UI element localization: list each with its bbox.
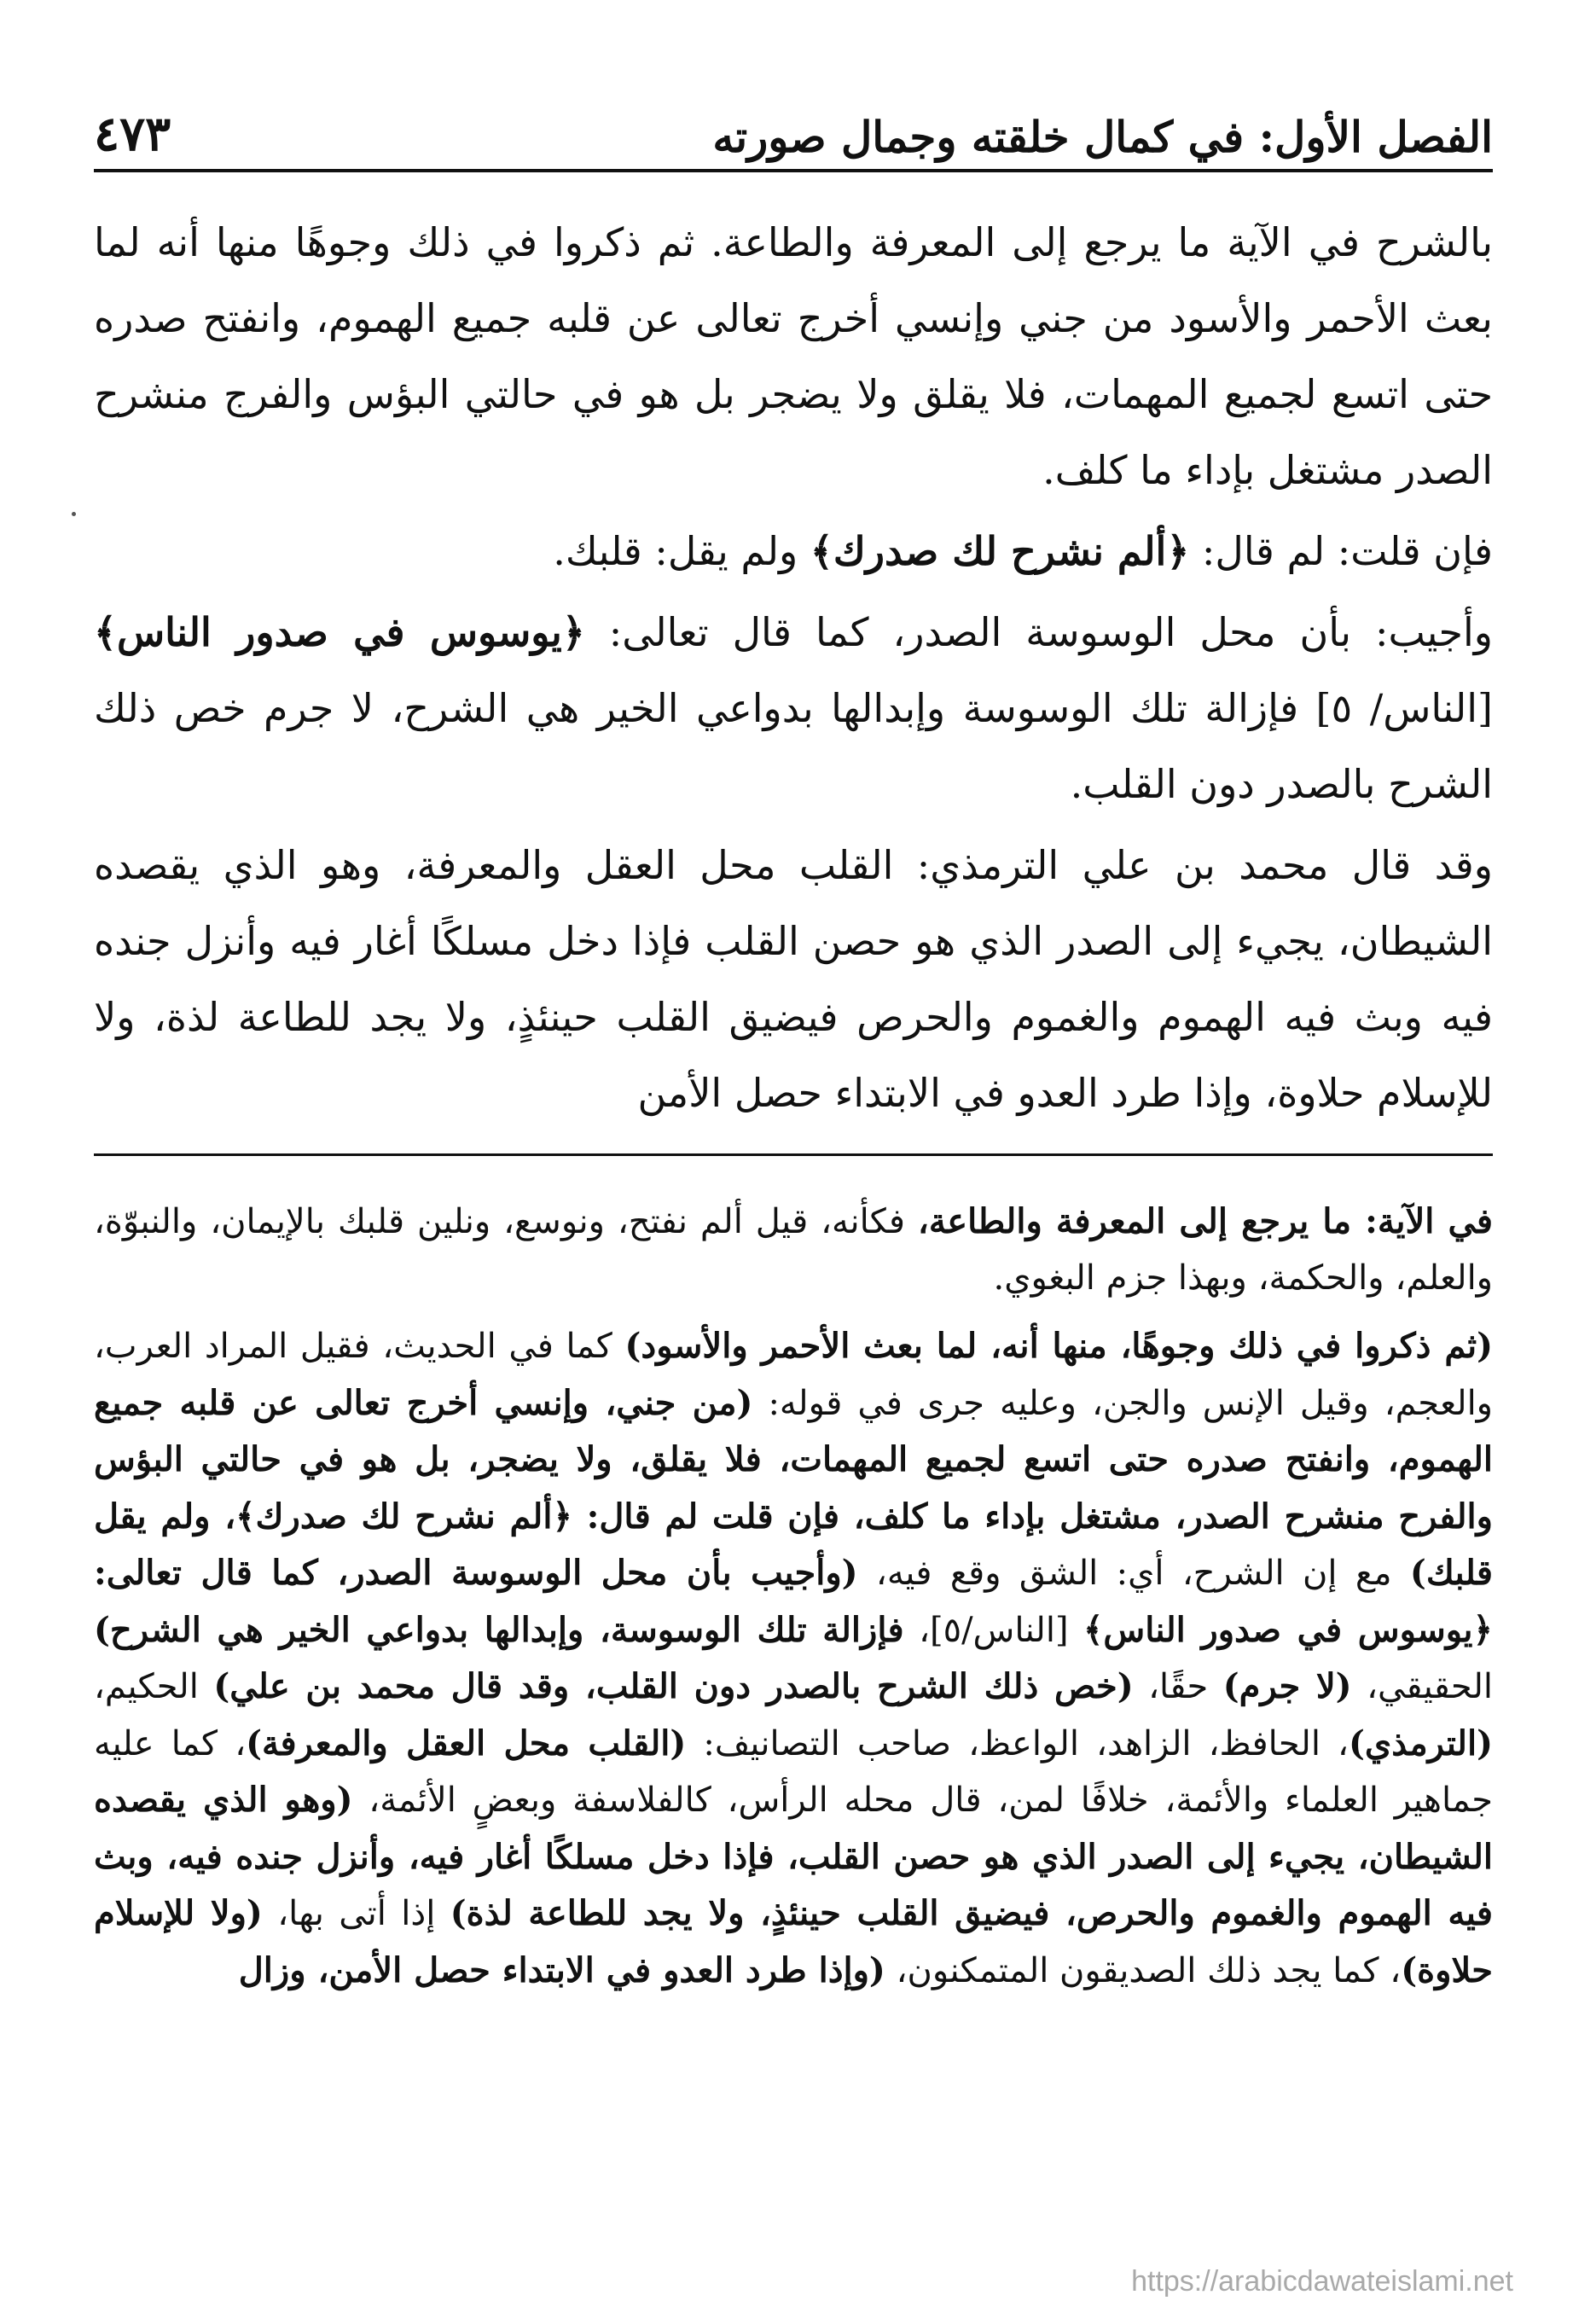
quoted-text: (الترمذي) (1348, 1723, 1493, 1763)
page-number: ٤٧٣ (94, 106, 171, 162)
commentary-paragraph (94, 1318, 1493, 1999)
text-run: حقًا، (1133, 1667, 1223, 1706)
text-run: ، الحافظ، الزاهد، الواعظ، صاحب التصانيف: (686, 1723, 1349, 1763)
text-run: ، كما عليه جماهير العلماء والأئمة، خلافًا لمن، قال محله الرأس، كالفلاسفة وبعضٍ الأئمة، (94, 1723, 1494, 1820)
quoted-text: فإزالة تلك الوسوسة، وإبدالها بدواعي الخير هي الشرح) (94, 1609, 904, 1650)
quoted-text: (وأجيب بأن محل الوسوسة الصدر، كما قال تعالى: ﴿يوسوس في صدور الناس﴾ (94, 1553, 1493, 1650)
text-run: [الناس/٥]، (903, 1610, 1083, 1650)
quoted-text: (وإذا طرد العدو في الابتداء حصل الأمن، وزال (238, 1949, 885, 1990)
quoted-text: (لا جرم) (1222, 1666, 1352, 1706)
watermark-url[interactable]: https://arabicdawateislami.net (1131, 2265, 1513, 2298)
quoted-text: (ولا للإسلام حلاوة) (94, 1893, 1493, 1990)
text-run: الحقيقي، (1351, 1667, 1494, 1706)
main-text (94, 205, 1493, 1131)
text-run: فإن قلت: لم قال: (1189, 528, 1493, 574)
text-run: كما في الحديث، فقيل المراد العرب، والعجم، وقيل الإنس والجن، وعليه جرى في قوله: (94, 1327, 1493, 1423)
text-run: مع إن الشرح، أي: الشق وقع فيه، (857, 1554, 1410, 1593)
quoted-text: (من جني، وإنسي أخرج تعالى عن قلبه جميع الهموم، وانفتح صدره حتى اتسع لجميع المهمات، فلا يقلق، ولا يضجر، بل هو في حالتي البؤس والفرح منشرح الصدر، مشتغل بإداء ما كلف، فإن قلت لم قال: ﴿ألم نشرح لك صدرك﴾، ولم يقل قلبك) (94, 1382, 1493, 1593)
quoted-text: في الآية: ما يرجع إلى المعرفة والطاعة، (917, 1201, 1493, 1241)
main-paragraph (94, 595, 1493, 822)
main-paragraph (94, 514, 1493, 590)
text-run: فكأنه، قيل ألم نفتح، ونوسع، ونلين قلبك بالإيمان، والنبوّة، والعلم، والحكمة، وبهذا جزم البغوي. (94, 1202, 1493, 1298)
text-run: [الناس/ ٥] فإزالة تلك الوسوسة وإبدالها بدواعي الخير هي الشرح، لا جرم خص ذلك الشرح بالصدر دون القلب. (94, 685, 1493, 807)
text-run: ، كما يجد ذلك الصديقون المتمكنون، (885, 1950, 1402, 1990)
running-title: الفصل الأول: في كمال خلقته وجمال صورته (712, 112, 1493, 162)
quoted-text: (ثم ذكروا في ذلك وجوهًا، منها أنه، لما بعث الأحمر والأسود) (624, 1326, 1493, 1366)
quran-verse: ﴿ألم نشرح لك صدرك﴾ (810, 528, 1190, 574)
footnote-separator (94, 1153, 1493, 1156)
text-run: إذا أتى بها، (262, 1894, 450, 1933)
scan-speck (72, 512, 76, 516)
quran-verse: ﴿يوسوس في صدور الناس﴾ (94, 609, 585, 655)
main-paragraph: وقد قال محمد بن علي الترمذي: القلب محل العقل والمعرفة، وهو الذي يقصده الشيطان، يجيء إلى الصدر الذي هو حصن القلب فإذا دخل مسلكًا أغار فيه وأنزل جنده فيه وبث فيه الهموم والغموم والحرص فيضيق القلب حينئذٍ، ولا يجد للطاعة لذة، ولا للإسلام حلاوة، وإذا طرد العدو في الابتداء حصل الأمن (94, 842, 1493, 1116)
quoted-text: (خص ذلك الشرح بالصدر دون القلب، وقد قال محمد بن علي) (213, 1666, 1134, 1706)
text-run: الحكيم، (94, 1667, 214, 1706)
page-header (94, 94, 1493, 172)
commentary-paragraph (94, 1194, 1493, 1306)
text-run: وأجيب: بأن محل الوسوسة الصدر، كما قال تعالى: (584, 609, 1493, 655)
quoted-text: (القلب محل العقل والمعرفة) (246, 1723, 687, 1763)
commentary-text (94, 1194, 1493, 1999)
book-page (94, 94, 1493, 2312)
main-paragraph: بالشرح في الآية ما يرجع إلى المعرفة والطاعة. ثم ذكروا في ذلك وجوهًا منها أنه لما بعث الأحمر والأسود من جني وإنسي أخرج تعالى عن قلبه جميع الهموم، وانفتح صدره حتى اتسع لجميع المهمات، فلا يقلق ولا يضجر بل هو في حالتي البؤس والفرج منشرح الصدر مشتغل بإداء ما كلف. (94, 219, 1493, 493)
quoted-text: (وهو الذي يقصده الشيطان، يجيء إلى الصدر الذي هو حصن القلب، فإذا دخل مسلكًا أغار فيه، وأنزل جنده فيه، وبث فيه الهموم والغموم والحرص، فيضيق القلب حينئذٍ، ولا يجد للطاعة لذة) (94, 1780, 1493, 1933)
text-run: ولم يقل: قلبك. (553, 528, 810, 574)
